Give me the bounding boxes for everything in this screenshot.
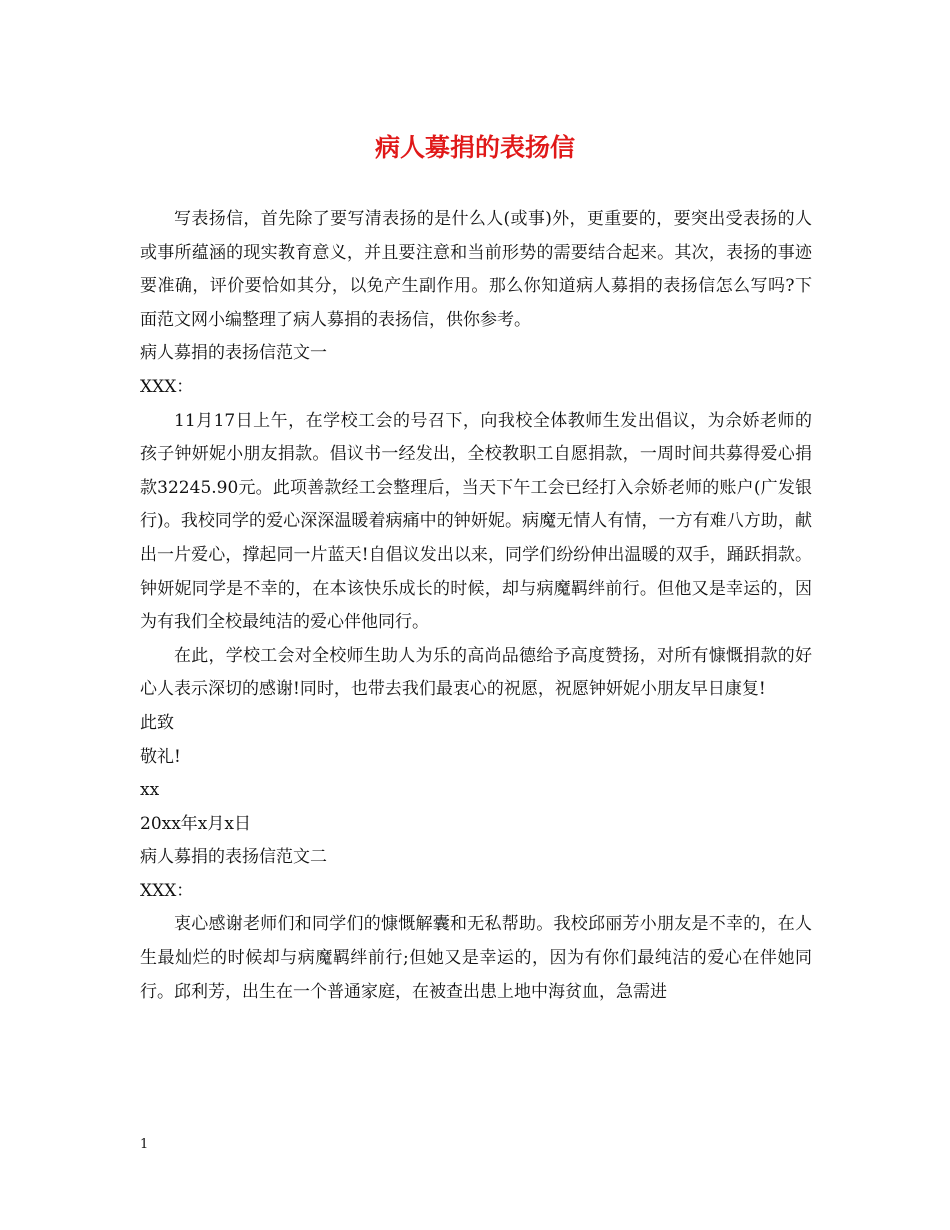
- letter-date: 20xx年x月x日: [140, 813, 251, 834]
- closing-line-2: 敬礼!: [140, 746, 181, 767]
- signer: xx: [140, 780, 160, 801]
- document-body: [140, 203, 812, 1009]
- salutation-1: XXX：: [140, 376, 194, 397]
- intro-paragraph: 写表扬信，首先除了要写清表扬的是什么人(或事)外，更重要的，要突出受表扬的人或事所蕴涵的现实教育意义，并且要注意和当前形势的需要结合起来。其次，表扬的事迹要准确，评价要恰如其分，以免产生副作用。那么你知道病人募捐的表扬信怎么写吗?下面范文网小编整理了病人募捐的表扬信，供你参考。: [140, 209, 812, 330]
- letter-1-body-paragraph-1: 11月17日上午，在学校工会的号召下，向我校全体教师生发出倡议，为佘娇老师的孩子钟妍妮小朋友捐款。倡议书一经发出，全校教职工自愿捐款，一周时间共募得爱心捐款32245.90元。此项善款经工会整理后，当天下午工会已经打入佘娇老师的账户(广发银行)。我校同学的爱心深深温暖着病痛中的钟妍妮。病魔无情人有情，一方有难八方助，献出一片爱心，撑起同一片蓝天!自倡议发出以来，同学们纷纷伸出温暖的双手，踊跃捐款。 钟妍妮同学是不幸的，在本该快乐成长的时候，却与病魔羁绊前行。但他又是幸运的，因为有我们全校最纯洁的爱心伴他同行。: [140, 410, 812, 633]
- section-heading-1: 病人募捐的表扬信范文一: [140, 343, 327, 364]
- closing-line-1: 此致: [140, 712, 174, 733]
- document-title: 病人募捐的表扬信: [374, 133, 575, 162]
- section-heading-2: 病人募捐的表扬信范文二: [140, 847, 327, 868]
- page-number: 1: [140, 1137, 149, 1152]
- salutation-2: XXX：: [140, 880, 194, 901]
- letter-1-body-paragraph-2: 在此，学校工会对全校师生助人为乐的高尚品德给予高度赞扬，对所有慷慨捐款的好心人表示深切的感谢!同时，也带去我们最衷心的祝愿，祝愿钟妍妮小朋友早日康复!: [140, 645, 812, 700]
- letter-2-body-paragraph-1: 衷心感谢老师们和同学们的慷慨解囊和无私帮助。我校邱丽芳小朋友是不幸的，在人生最灿烂的时候却与病魔羁绊前行;但她又是幸运的，因为有你们最纯洁的爱心在伴她同行。邱利芳，出生在一个普通家庭，在被查出患上地中海贫血，急需进: [140, 914, 812, 1002]
